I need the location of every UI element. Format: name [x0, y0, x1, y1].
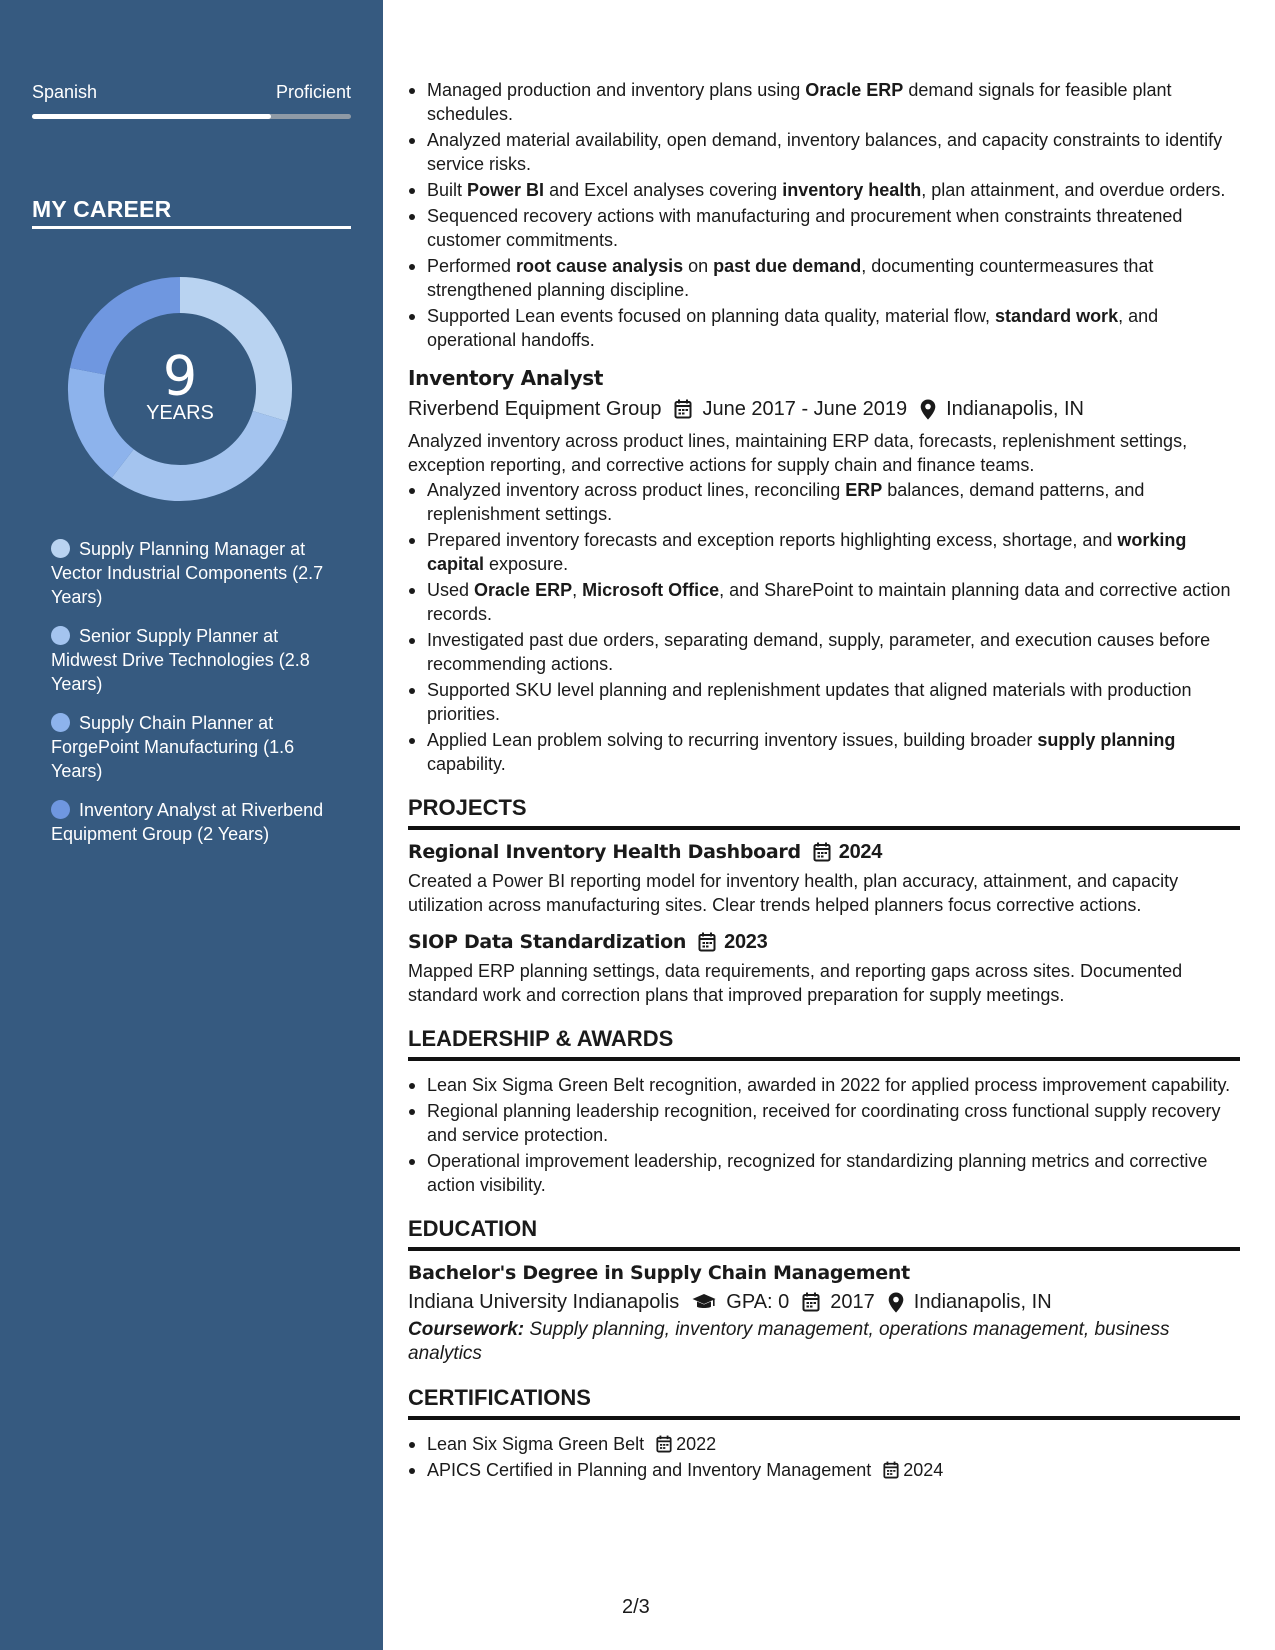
job-title: Inventory Analyst: [408, 366, 604, 390]
leadership-list: [408, 1073, 1240, 1197]
job-summary: Analyzed inventory across product lines, maintaining ERP data, forecasts, replenishment settings, exception reporting, and corrective actions for supply chain and finance teams.: [408, 431, 1188, 475]
project-title: [408, 929, 1240, 955]
education-heading: EDUCATION: [408, 1215, 1240, 1251]
list-item: Analyzed material availability, open demand, inventory balances, and capacity constraints to identify service risks.: [408, 128, 1240, 176]
project-description: Created a Power BI reporting model for inventory health, plan accuracy, attainment, and capacity utilization across manufacturing sites. Clear trends helped planners focus corrective actions.: [408, 871, 1179, 915]
list-item: Operational improvement leadership, recognized for standardizing planning metrics and corrective action visibility.: [408, 1149, 1240, 1197]
gpa: GPA: 0: [726, 1291, 790, 1313]
career-list-item: Senior Supply Planner at Midwest Drive Technologies (2.8 Years): [51, 626, 310, 694]
calendar-icon: [656, 1435, 672, 1453]
career-color-dot: [51, 626, 70, 645]
language-level: Proficient: [275, 82, 351, 102]
list-item: Performed root cause analysis on past due demand, documenting countermeasures that strengthened planning discipline.: [408, 254, 1240, 302]
list-item: Investigated past due orders, separating demand, supply, parameter, and execution causes before recommending actions.: [408, 628, 1240, 676]
list-item: [408, 1432, 1240, 1456]
career-list-item: Supply Planning Manager at Vector Industrial Components (2.7 Years): [51, 539, 324, 607]
education-meta: [408, 1289, 1240, 1315]
job-dates: June 2017 - June 2019: [702, 398, 908, 420]
career-list-item: Supply Chain Planner at ForgePoint Manufacturing (1.6 Years): [51, 713, 295, 781]
previous-job-bullets: [408, 78, 1240, 352]
donut-segment: [86, 371, 123, 463]
career-color-dot: [51, 539, 70, 558]
calendar-icon: [698, 932, 716, 952]
list-item: [408, 1458, 1240, 1482]
career-color-dot: [51, 713, 70, 732]
certification-name: Lean Six Sigma Green Belt: [427, 1434, 645, 1454]
list-item: Built Power BI and Excel analyses covering inventory health, plan attainment, and overdue orders.: [408, 178, 1240, 202]
list-item: Prepared inventory forecasts and exception reports highlighting excess, shortage, and working capital exposure.: [408, 528, 1240, 576]
school-location: Indianapolis, IN: [913, 1291, 1052, 1313]
list-item: Sequenced recovery actions with manufacturing and procurement when constraints threatened customer commitments.: [408, 204, 1240, 252]
calendar-icon: [883, 1461, 899, 1479]
project-name: SIOP Data Standardization: [408, 931, 687, 953]
career-years-unit: YEARS: [146, 402, 214, 424]
location-pin-icon: [888, 1292, 904, 1313]
leadership-heading: LEADERSHIP & AWARDS: [408, 1025, 1240, 1061]
project-title: [408, 839, 1240, 865]
job-company: Riverbend Equipment Group: [408, 398, 662, 420]
list-item: Supported SKU level planning and replenishment updates that aligned materials with production priorities.: [408, 678, 1240, 726]
project-description: Mapped ERP planning settings, data requirements, and reporting gaps across sites. Documented standard work and correction plans that improved preparation for supply meetings.: [408, 961, 1183, 1005]
career-heading-rule: [32, 226, 351, 229]
list-item: Supported Lean events focused on planning data quality, material flow, standard work, and operational handoffs.: [408, 304, 1240, 352]
list-item: Lean Six Sigma Green Belt recognition, awarded in 2022 for applied process improvement capability.: [408, 1073, 1240, 1097]
certifications-heading: CERTIFICATIONS: [408, 1384, 1240, 1420]
project-year: 2023: [724, 931, 768, 953]
certification-name: APICS Certified in Planning and Inventory Management: [427, 1460, 872, 1480]
graduation-year: 2017: [830, 1291, 875, 1313]
career-list-item: Inventory Analyst at Riverbend Equipment Group (2 Years): [51, 800, 324, 844]
calendar-icon: [674, 399, 692, 419]
list-item: Analyzed inventory across product lines, reconciling ERP balances, demand patterns, and replenishment settings.: [408, 478, 1240, 526]
certification-year: 2024: [903, 1460, 944, 1480]
language-row: [32, 82, 351, 103]
coursework: [408, 1318, 1240, 1366]
calendar-icon: [802, 1292, 820, 1312]
list-item: Regional planning leadership recognition, received for coordinating cross functional supply recovery and service protection.: [408, 1099, 1240, 1147]
job-meta: [408, 396, 1240, 422]
sidebar: [0, 0, 383, 1650]
graduation-cap-icon: [692, 1293, 716, 1311]
project-name: Regional Inventory Health Dashboard: [408, 841, 801, 863]
job-location: Indianapolis, IN: [946, 398, 1084, 420]
career-color-dot: [51, 800, 70, 819]
location-pin-icon: [920, 399, 936, 420]
certifications-list: [408, 1432, 1240, 1482]
project-year: 2024: [838, 841, 883, 863]
list-item: Applied Lean problem solving to recurring inventory issues, building broader supply planning capability.: [408, 728, 1240, 776]
job-bullets: [408, 478, 1240, 776]
career-years-value: 9: [162, 344, 198, 408]
career-list: [51, 537, 336, 861]
list-item: Used Oracle ERP, Microsoft Office, and SharePoint to maintain planning data and corrective action records.: [408, 578, 1240, 626]
list-item: Managed production and inventory plans using Oracle ERP demand signals for feasible plant schedules.: [408, 78, 1240, 126]
coursework-text: Supply planning, inventory management, operations management, business analytics: [408, 1319, 1170, 1364]
calendar-icon: [813, 842, 831, 862]
career-years-donut: [62, 271, 298, 507]
main-content: [408, 78, 1240, 1484]
donut-segment: [123, 416, 270, 483]
certification-year: 2022: [676, 1434, 717, 1454]
projects-heading: PROJECTS: [408, 794, 1240, 830]
language-proficiency-bar: [32, 114, 351, 119]
coursework-label: Coursework:: [408, 1319, 525, 1340]
degree-title: Bachelor's Degree in Supply Chain Management: [408, 1262, 910, 1284]
career-heading: MY CAREER: [32, 196, 172, 222]
school-name: Indiana University Indianapolis: [408, 1291, 680, 1313]
language-name: Spanish: [32, 82, 98, 102]
language-proficiency-fill: [32, 114, 271, 119]
page-number: 2/3: [622, 1596, 650, 1618]
